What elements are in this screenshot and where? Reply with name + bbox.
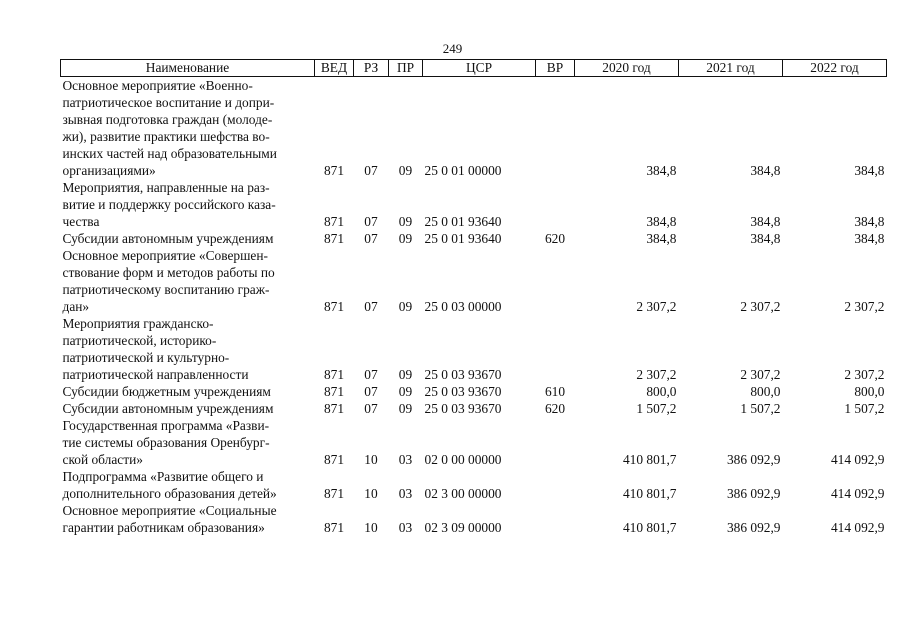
row-name <box>61 230 315 247</box>
cell-ved: 871 <box>323 486 345 501</box>
cell-csr: 02 0 00 00000 <box>424 452 502 467</box>
cell-2022: 2 307,2 <box>844 299 885 314</box>
cell-2022: 414 092,9 <box>830 452 885 467</box>
table-row <box>61 468 887 502</box>
cell-csr: 25 0 01 93640 <box>424 214 502 229</box>
row-name-line: патриотической направленности <box>62 367 249 382</box>
cell-2020: 384,8 <box>646 214 677 229</box>
cell-2020: 410 801,7 <box>622 452 677 467</box>
column-header-ved: ВЕД <box>315 60 354 77</box>
cell-ved: 871 <box>323 163 345 178</box>
cell-2021: 384,8 <box>750 214 781 229</box>
cell-pr: 09 <box>398 163 413 178</box>
cell-2021: 1 507,2 <box>740 401 781 416</box>
cell-ved: 871 <box>323 367 345 382</box>
column-header-2020: 2020 год <box>575 60 679 77</box>
row-name-line: жи), развитие практики шефства во- <box>62 129 270 144</box>
row-name-line: Государственная программа «Разви- <box>62 418 270 433</box>
cell-pr: 09 <box>398 214 413 229</box>
cell-ved: 871 <box>323 452 345 467</box>
table-row <box>61 502 887 536</box>
cell-2022: 414 092,9 <box>830 486 885 501</box>
cell-vr: 610 <box>544 384 566 399</box>
row-name <box>61 179 315 230</box>
cell-2021: 2 307,2 <box>740 367 781 382</box>
cell-rz: 07 <box>364 367 378 382</box>
cell-2020: 410 801,7 <box>622 486 677 501</box>
cell-2022: 414 092,9 <box>830 520 885 535</box>
cell-2022: 2 307,2 <box>844 367 885 382</box>
table-row <box>61 179 887 230</box>
table-row <box>61 247 887 315</box>
cell-rz: 07 <box>364 384 378 399</box>
row-name-line: Субсидии бюджетным учреждениям <box>62 384 271 399</box>
row-name-line: патриотической и культурно- <box>62 350 230 365</box>
cell-pr: 03 <box>398 486 413 501</box>
row-name <box>61 77 315 180</box>
row-name-line: дополнительного образования детей» <box>62 486 277 501</box>
table-row <box>61 77 887 180</box>
cell-2020: 2 307,2 <box>636 367 677 382</box>
cell-pr: 09 <box>398 384 413 399</box>
row-name <box>61 502 315 536</box>
row-name-line: Субсидии автономным учреждениям <box>62 231 274 246</box>
row-name-line: тие системы образования Оренбург- <box>62 435 270 450</box>
cell-vr <box>536 315 575 383</box>
cell-2021: 2 307,2 <box>740 299 781 314</box>
page-number: 249 <box>442 41 463 56</box>
cell-vr <box>536 502 575 536</box>
cell-ved: 871 <box>323 231 345 246</box>
cell-csr: 02 3 00 00000 <box>424 486 502 501</box>
cell-vr <box>536 179 575 230</box>
cell-csr: 25 0 03 00000 <box>424 299 502 314</box>
row-name-line: организациями» <box>62 163 156 178</box>
cell-pr: 09 <box>398 401 413 416</box>
row-name-line: дан» <box>62 299 90 314</box>
cell-pr: 09 <box>398 231 413 246</box>
cell-ved: 871 <box>323 520 345 535</box>
cell-2020: 800,0 <box>646 384 677 399</box>
cell-vr <box>536 417 575 468</box>
cell-rz: 07 <box>364 299 378 314</box>
cell-csr: 25 0 01 93640 <box>424 231 502 246</box>
table-row <box>61 417 887 468</box>
row-name-line: чества <box>62 214 100 229</box>
cell-csr: 25 0 03 93670 <box>424 384 502 399</box>
column-header-2022: 2022 год <box>783 60 887 77</box>
row-name-line: патриотической, историко- <box>62 333 217 348</box>
row-name-line: Субсидии автономным учреждениям <box>62 401 274 416</box>
cell-vr <box>536 77 575 180</box>
cell-2022: 384,8 <box>854 231 885 246</box>
cell-csr: 25 0 01 00000 <box>424 163 502 178</box>
cell-pr: 09 <box>398 367 413 382</box>
column-header-2021: 2021 год <box>679 60 783 77</box>
column-header-vr: ВР <box>536 60 575 77</box>
cell-2021: 386 092,9 <box>726 520 781 535</box>
cell-2021: 386 092,9 <box>726 486 781 501</box>
row-name <box>61 315 315 383</box>
cell-csr: 25 0 03 93670 <box>424 367 502 382</box>
cell-vr <box>536 247 575 315</box>
table-header-row <box>61 60 887 77</box>
row-name-line: Основное мероприятие «Социальные <box>62 503 277 518</box>
column-header-rz: РЗ <box>354 60 389 77</box>
cell-2022: 384,8 <box>854 214 885 229</box>
row-name-line: патриотическое воспитание и допри- <box>62 95 275 110</box>
budget-table <box>60 59 887 536</box>
row-name-line: зывная подготовка граждан (молоде- <box>62 112 273 127</box>
cell-2020: 2 307,2 <box>636 299 677 314</box>
cell-2022: 1 507,2 <box>844 401 885 416</box>
cell-2021: 384,8 <box>750 163 781 178</box>
cell-2020: 384,8 <box>646 163 677 178</box>
cell-rz: 07 <box>364 401 378 416</box>
cell-rz: 07 <box>364 231 378 246</box>
table-body <box>61 77 887 537</box>
row-name <box>61 417 315 468</box>
column-header-pr: ПР <box>389 60 423 77</box>
cell-rz: 10 <box>364 520 378 535</box>
row-name <box>61 468 315 502</box>
cell-2020: 1 507,2 <box>636 401 677 416</box>
row-name <box>61 383 315 400</box>
row-name-line: Подпрограмма «Развитие общего и <box>62 469 264 484</box>
table-row <box>61 230 887 247</box>
cell-rz: 07 <box>364 214 378 229</box>
cell-vr: 620 <box>544 401 566 416</box>
row-name-line: Мероприятия, направленные на раз- <box>62 180 270 195</box>
row-name-line: инских частей над образовательными <box>62 146 277 161</box>
column-header-csr: ЦСР <box>423 60 536 77</box>
cell-rz: 07 <box>364 163 378 178</box>
row-name-line: Мероприятия гражданско- <box>62 316 214 331</box>
cell-ved: 871 <box>323 384 345 399</box>
row-name-line: ской области» <box>62 452 143 467</box>
cell-pr: 03 <box>398 452 413 467</box>
cell-2021: 386 092,9 <box>726 452 781 467</box>
row-name <box>61 247 315 315</box>
table-row <box>61 383 887 400</box>
cell-rz: 10 <box>364 452 378 467</box>
row-name-line: Основное мероприятие «Совершен- <box>62 248 269 263</box>
cell-2020: 410 801,7 <box>622 520 677 535</box>
cell-ved: 871 <box>323 299 345 314</box>
table-row <box>61 315 887 383</box>
row-name-line: гарантии работникам образования» <box>62 520 265 535</box>
cell-2022: 384,8 <box>854 163 885 178</box>
row-name <box>61 400 315 417</box>
cell-vr <box>536 468 575 502</box>
cell-csr: 02 3 09 00000 <box>424 520 502 535</box>
table-row <box>61 400 887 417</box>
cell-2021: 384,8 <box>750 231 781 246</box>
cell-2021: 800,0 <box>750 384 781 399</box>
cell-2022: 800,0 <box>854 384 885 399</box>
cell-rz: 10 <box>364 486 378 501</box>
cell-ved: 871 <box>323 214 345 229</box>
row-name-line: витие и поддержку российского каза- <box>62 197 276 212</box>
cell-csr: 25 0 03 93670 <box>424 401 502 416</box>
cell-pr: 09 <box>398 299 413 314</box>
row-name-line: патриотическому воспитанию граж- <box>62 282 270 297</box>
cell-2020: 384,8 <box>646 231 677 246</box>
row-name-line: ствование форм и методов работы по <box>62 265 275 280</box>
column-header-name: Наименование <box>61 60 315 77</box>
row-name-line: Основное мероприятие «Военно- <box>62 78 253 93</box>
cell-ved: 871 <box>323 401 345 416</box>
cell-pr: 03 <box>398 520 413 535</box>
cell-vr: 620 <box>544 231 566 246</box>
